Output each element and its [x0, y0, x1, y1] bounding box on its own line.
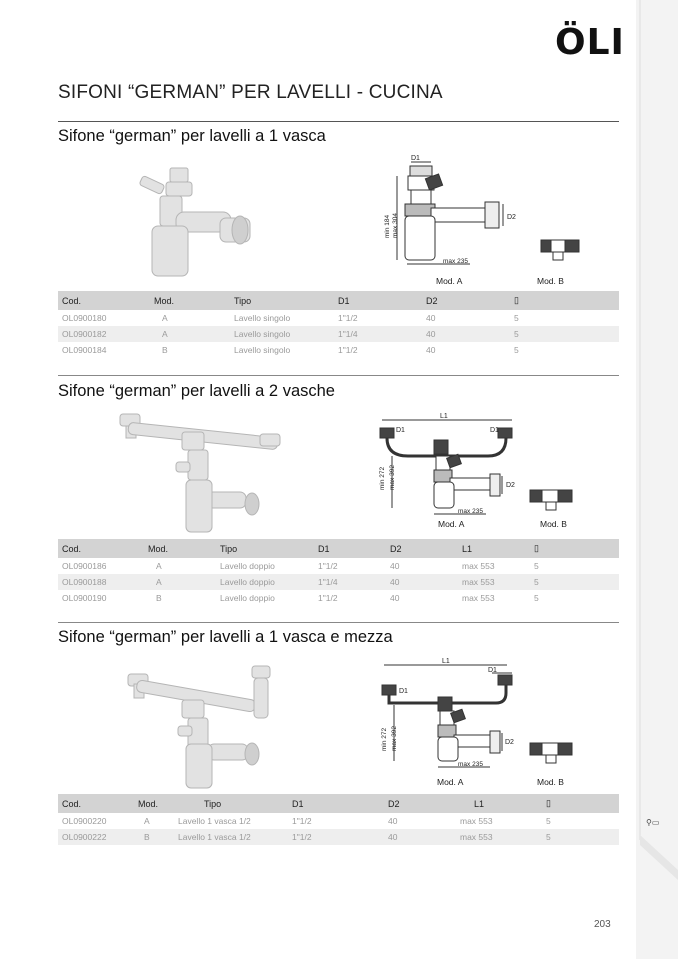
section-title-2: Sifone “german” per lavelli a 2 vasche — [58, 382, 335, 400]
package-icon: ▯ — [534, 539, 619, 558]
mod-b-caption-2: Mod. B — [540, 519, 567, 529]
product-image-1 — [130, 160, 270, 280]
dim-min: min 272 — [381, 727, 388, 751]
mod-b-caption-3: Mod. B — [537, 777, 564, 787]
table-row: OL0900184 B Lavello singolo 1"1/2 40 5 — [62, 345, 519, 355]
col-d2: D2 — [390, 539, 462, 558]
dim-l1: L1 — [440, 413, 448, 420]
table-row: OL0900186 A Lavello doppio 1"1/2 40 max 553 5 — [62, 561, 539, 571]
dim-d1-top: D1 — [488, 667, 497, 674]
mod-b-caption-1: Mod. B — [537, 276, 564, 286]
technical-drawing-2 — [372, 410, 622, 530]
col-d2: D2 — [370, 794, 450, 813]
dim-max: max 304 — [392, 213, 399, 238]
col-d1: D1 — [318, 539, 390, 558]
mod-a-caption-3: Mod. A — [437, 777, 464, 787]
col-l1: L1 — [450, 794, 522, 813]
dim-l1: L1 — [442, 658, 450, 665]
table-row: OL0900180 A Lavello singolo 1"1/2 40 5 — [62, 313, 519, 323]
section-divider-2 — [58, 375, 619, 376]
col-mod: Mod. — [148, 539, 220, 558]
col-d2: D2 — [426, 291, 514, 310]
col-tipo: Tipo — [220, 539, 318, 558]
table-header — [58, 539, 619, 558]
dim-d1-right: D1 — [490, 427, 499, 434]
page-curl-shadow — [636, 0, 678, 959]
col-l1: L1 — [462, 539, 534, 558]
table-row: OL0900182 A Lavello singolo 1"1/4 40 5 — [58, 326, 619, 342]
section-divider-3 — [58, 622, 619, 623]
page-number: 203 — [594, 919, 611, 930]
product-table-3 — [58, 794, 619, 845]
table-row: OL0900222 B Lavello 1 vasca 1/2 1"1/2 40 max 553 5 — [58, 829, 619, 845]
dim-d1: D1 — [411, 155, 420, 162]
col-cod: Cod. — [58, 539, 148, 558]
col-d1: D1 — [338, 291, 426, 310]
section-title-3: Sifone “german” per lavelli a 1 vasca e mezza — [58, 628, 393, 646]
product-image-3 — [122, 660, 282, 790]
title-divider — [58, 121, 619, 122]
mod-a-caption-2: Mod. A — [438, 519, 465, 529]
dim-d2: D2 — [505, 739, 514, 746]
product-table-2 — [58, 539, 619, 606]
dim-min: min 184 — [384, 214, 391, 238]
dim-min: min 272 — [379, 466, 386, 490]
dim-width: max 235 — [458, 761, 483, 768]
package-icon: ▯ — [522, 794, 619, 813]
page-title: SIFONI “GERMAN” PER LAVELLI - CUCINA — [58, 82, 443, 103]
dim-d2: D2 — [507, 214, 516, 221]
dim-width: max 235 — [458, 508, 483, 515]
dim-d1-left: D1 — [396, 427, 405, 434]
section-title-1: Sifone “german” per lavelli a 1 vasca — [58, 127, 326, 145]
brand-logo: ÖLI — [555, 22, 625, 63]
dim-max: max 392 — [389, 465, 396, 490]
table-header — [58, 291, 619, 310]
col-tipo: Tipo — [174, 794, 284, 813]
col-tipo: Tipo — [234, 291, 338, 310]
dim-d2: D2 — [506, 482, 515, 489]
col-d1: D1 — [284, 794, 370, 813]
section-tab-icon: ⚲▭ — [646, 818, 660, 827]
technical-drawing-3 — [372, 655, 622, 780]
mod-a-caption-1: Mod. A — [436, 276, 463, 286]
product-image-2 — [110, 408, 290, 538]
dim-width: max 235 — [443, 258, 468, 265]
table-header — [58, 794, 619, 813]
package-icon: ▯ — [514, 291, 619, 310]
table-row: OL0900188 A Lavello doppio 1"1/4 40 max 553 5 — [58, 574, 619, 590]
product-table-1 — [58, 291, 619, 358]
col-cod: Cod. — [58, 794, 138, 813]
col-cod: Cod. — [58, 291, 154, 310]
col-mod: Mod. — [138, 794, 174, 813]
dim-d1-left: D1 — [399, 688, 408, 695]
technical-drawing-1 — [375, 152, 625, 287]
table-row: OL0900190 B Lavello doppio 1"1/2 40 max 553 5 — [62, 593, 539, 603]
table-row: OL0900220 A Lavello 1 vasca 1/2 1"1/2 40 max 553 5 — [62, 816, 551, 826]
dim-max: max 392 — [391, 726, 398, 751]
col-mod: Mod. — [154, 291, 234, 310]
